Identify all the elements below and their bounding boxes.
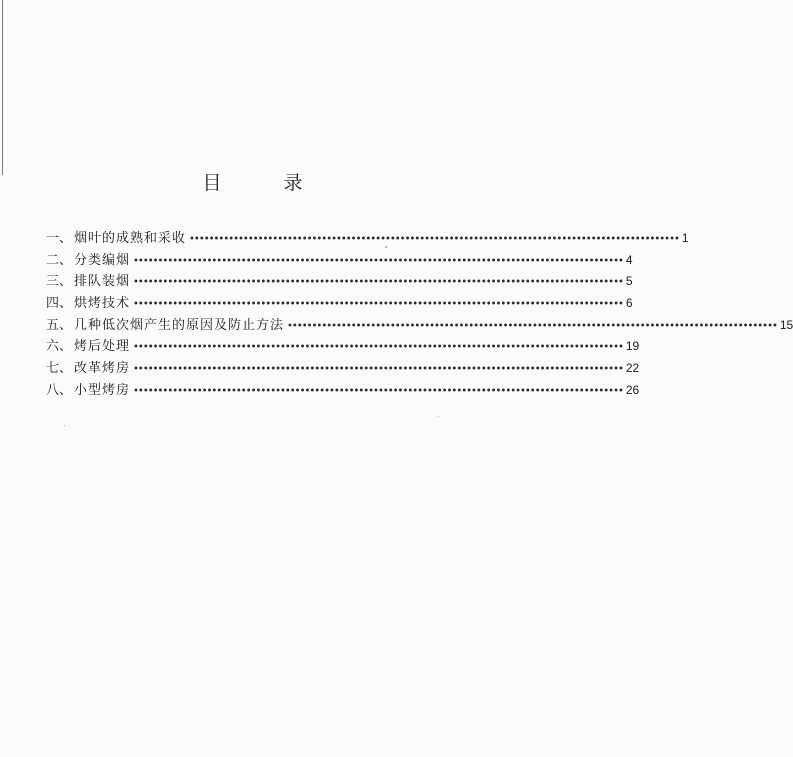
dot-leader: •••••••••••••••••••••••••••••••••••••••••••••••••••••••••••••••••••••••••••••••••••••••••••••••••••• [189, 234, 679, 245]
toc-entry-7[interactable] [46, 358, 640, 380]
toc-entry-number: 八、 [46, 382, 73, 398]
toc-entry-2[interactable] [46, 250, 633, 272]
toc-entry-title: 小型烤房 [74, 382, 131, 398]
scan-edge-line [2, 0, 3, 175]
toc-entry-page: 19 [625, 339, 640, 354]
toc-entry-8[interactable] [46, 380, 640, 402]
toc-entry-number: 六、 [46, 339, 73, 355]
toc-entry-number: 三、 [46, 274, 73, 290]
toc-entry-title: 烘烤技术 [74, 296, 131, 312]
toc-entry-page: 15 [779, 317, 793, 332]
toc-entry-page: 22 [625, 361, 640, 376]
toc-entry-title: 几种低次烟产生的原因及防止方法 [74, 317, 285, 333]
toc-entry-4[interactable] [46, 293, 633, 315]
toc-entry-title: 分类编烟 [74, 252, 131, 268]
toc-entry-number: 一、 [46, 231, 73, 246]
toc-entry-page: 4 [625, 252, 633, 267]
toc-entry-title: 排队装烟 [74, 274, 131, 290]
toc-entry-page: 1 [681, 231, 689, 245]
dot-leader: •••••••••••••••••••••••••••••••••••••••••••••••••••••••••••••••••••••••••••••••••••••••••••••••••••• [133, 342, 623, 354]
dot-leader: •••••••••••••••••••••••••••••••••••••••••••••••••••••••••••••••••••••••••••••••••••••••••••••••••••• [133, 299, 623, 311]
dot-leader: •••••••••••••••••••••••••••••••••••••••••••••••••••••••••••••••••••••••••••••••••••••••••••••••••••• [133, 364, 623, 376]
toc-entry-number: 七、 [46, 361, 73, 377]
scan-speck [438, 416, 439, 417]
dot-leader: •••••••••••••••••••••••••••••••••••••••••••••••••••••••••••••••••••••••••••••••••••••••••••••••••••• [133, 385, 623, 397]
toc-entry-number: 二、 [46, 252, 73, 268]
toc-entry-page: 6 [625, 296, 633, 311]
toc-entry-number: 五、 [46, 317, 73, 333]
dot-leader: •••••••••••••••••••••••••••••••••••••••••••••••••••••••••••••••••••••••••••••••••••••••••••••••••••• [287, 320, 777, 332]
toc-entry-title: 改革烤房 [74, 361, 131, 377]
toc-entry-page: 26 [625, 382, 640, 397]
scan-speck [64, 425, 65, 426]
toc-entry-number: 四、 [46, 296, 73, 312]
dot-leader: •••••••••••••••••••••••••••••••••••••••••••••••••••••••••••••••••••••••••••••••••••••••••••••••••••• [133, 277, 623, 289]
toc-entry-page: 5 [625, 274, 633, 289]
toc-entry-6[interactable] [46, 336, 640, 358]
table-of-contents [46, 228, 793, 402]
dot-leader: •••••••••••••••••••••••••••••••••••••••••••••••••••••••••••••••••••••••••••••••••••••••••••••••••••• [133, 255, 623, 267]
toc-entry-5[interactable] [46, 315, 793, 337]
page-title: 目 录 [202, 172, 331, 194]
toc-entry-title: 烤后处理 [74, 339, 131, 355]
toc-entry-3[interactable] [46, 271, 633, 293]
scan-speck [385, 246, 387, 248]
toc-entry-title: 烟叶的成熟和采收 [74, 231, 187, 246]
